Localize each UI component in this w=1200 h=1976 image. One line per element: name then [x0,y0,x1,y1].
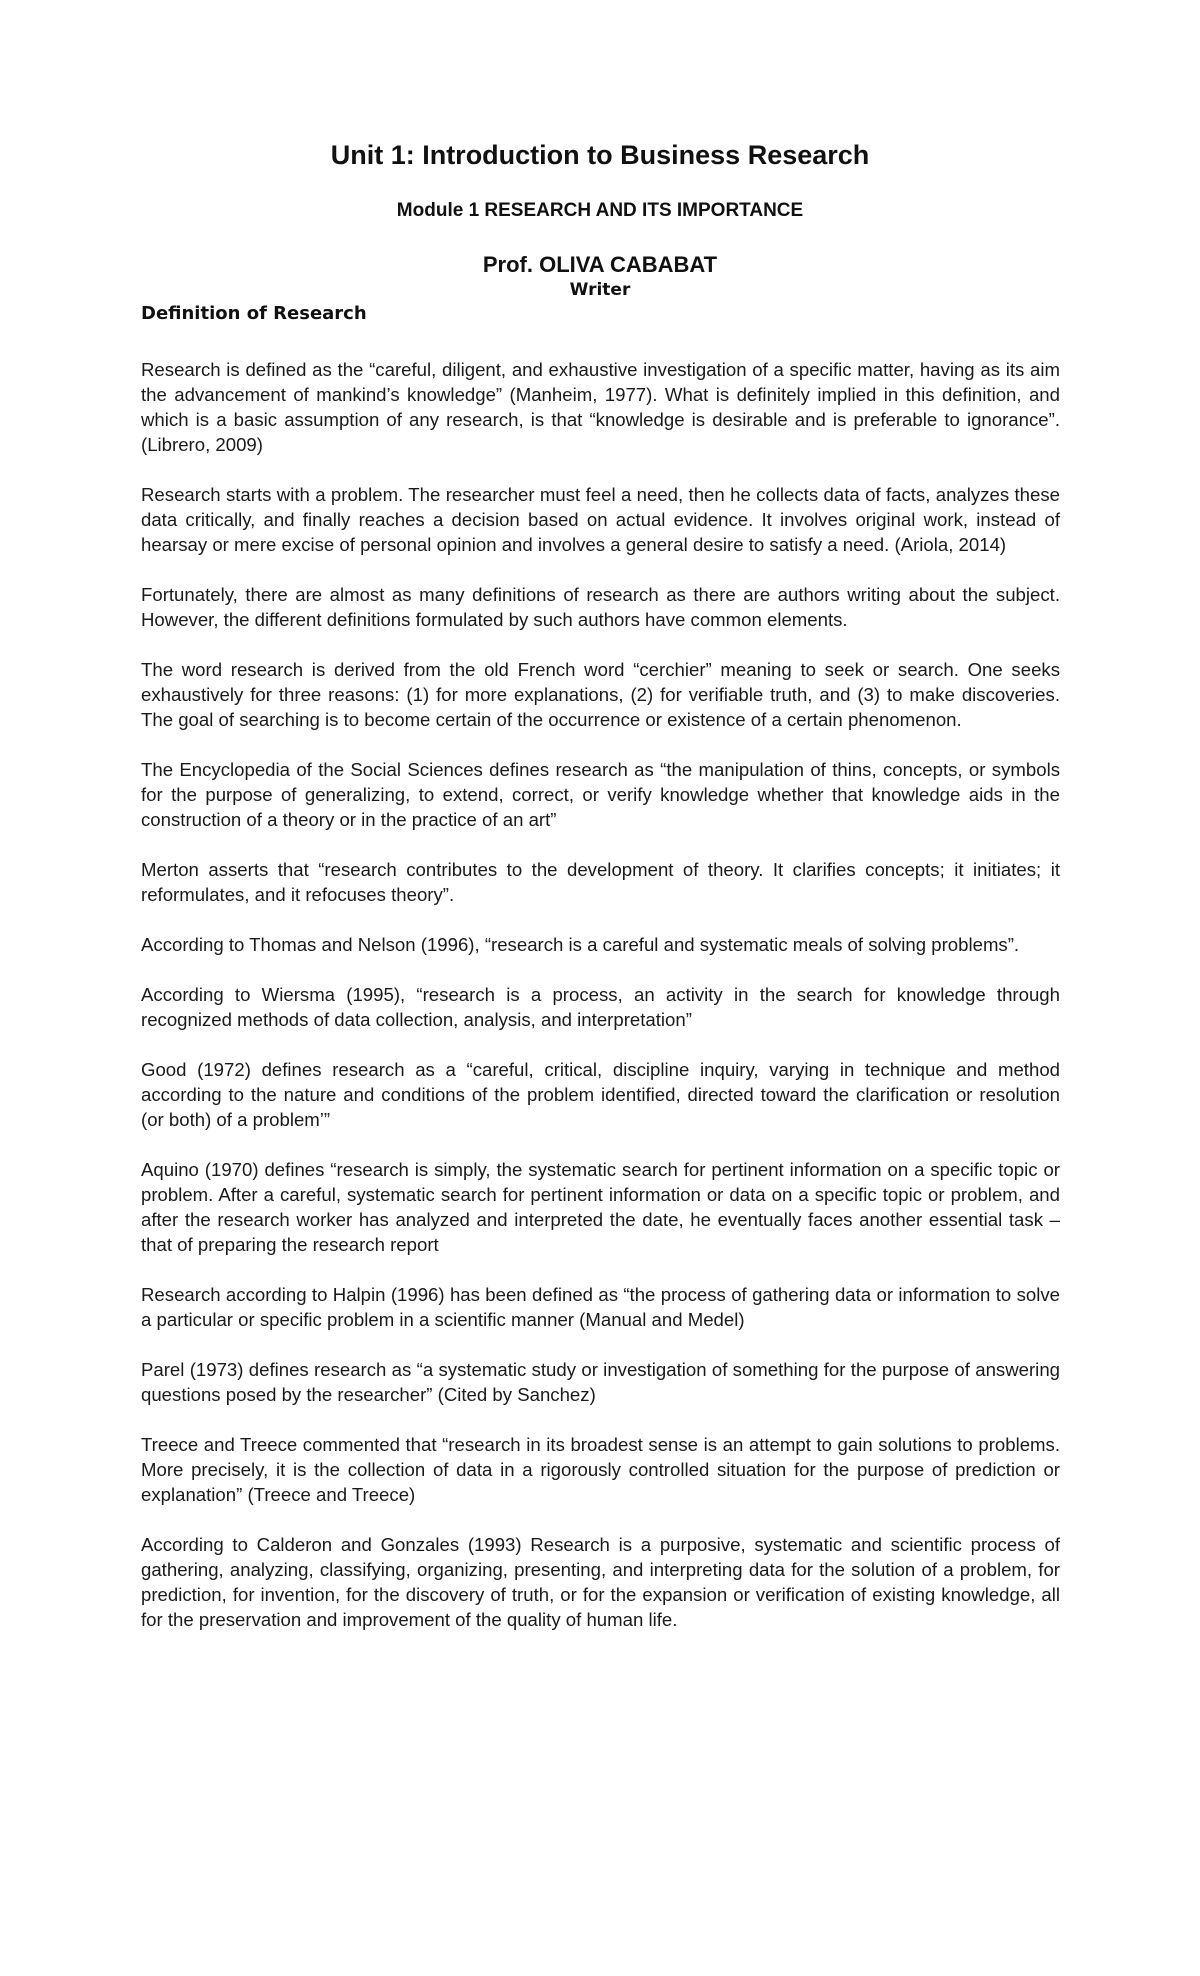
module-title: Module 1 RESEARCH AND ITS IMPORTANCE [396,200,804,221]
paragraph: Good (1972) defines research as a “careful, critical, discipline inquiry, varying in technique and method according to the nature and conditions of the problem identified, directed toward the clarification or resolution (or both) of a problem’” [141,1059,1060,1130]
author-name: Prof. OLIVA CABABAT [482,252,718,277]
paragraph: Aquino (1970) defines “research is simply, the systematic search for pertinent information on a specific topic or problem. After a careful, systematic search for pertinent information or data on a specific topic or problem, and after the research worker has analyzed and interpreted the date, he eventually faces another essential task – that of preparing the research report [141,1159,1060,1255]
body-text [141,357,1060,1657]
paragraph: Research is defined as the “careful, diligent, and exhaustive investigation of a specific matter, having as its aim the advancement of mankind’s knowledge” (Manheim, 1977). What is definitely implied in this definition, and which is a basic assumption of any research, is that “knowledge is desirable and is preferable to ignorance”. (Librero, 2009) [141,359,1060,455]
paragraph: The Encyclopedia of the Social Sciences defines research as “the manipulation of thins, concepts, or symbols for the purpose of generalizing, to extend, correct, or verify knowledge whether that knowledge aids in the construction of a theory or in the practice of an art” [141,759,1060,830]
author-role: Writer [569,280,631,300]
paragraph: Treece and Treece commented that “research in its broadest sense is an attempt to gain solutions to problems. More precisely, it is the collection of data in a rigorously controlled situation for the purpose of prediction or explanation” (Treece and Treece) [141,1434,1060,1505]
paragraph: Merton asserts that “research contributes to the development of theory. It clarifies concepts; it initiates; it reformulates, and it refocuses theory”. [141,859,1060,905]
paragraph: Research according to Halpin (1996) has been defined as “the process of gathering data or information to solve a particular or specific problem in a scientific manner (Manual and Medel) [141,1284,1060,1330]
paragraph: According to Thomas and Nelson (1996), “research is a careful and systematic meals of solving problems”. [141,934,1020,955]
paragraph: Research starts with a problem. The researcher must feel a need, then he collects data of facts, analyzes these data critically, and finally reaches a decision based on actual evidence. It involves original work, instead of hearsay or mere excise of personal opinion and involves a general desire to satisfy a need. (Ariola, 2014) [141,484,1060,555]
section-heading: Definition of Research [141,303,367,324]
paragraph: According to Calderon and Gonzales (1993) Research is a purposive, systematic and scientific process of gathering, analyzing, classifying, organizing, presenting, and interpreting data for the solution of a problem, for prediction, for invention, for the discovery of truth, or for the expansion or verification of existing knowledge, all for the preservation and improvement of the quality of human life. [141,1534,1060,1630]
paragraph: Parel (1973) defines research as “a systematic study or investigation of something for the purpose of answering questions posed by the researcher” (Cited by Sanchez) [141,1359,1060,1405]
unit-title: Unit 1: Introduction to Business Research [330,140,870,170]
paragraph: According to Wiersma (1995), “research is a process, an activity in the search for knowledge through recognized methods of data collection, analysis, and interpretation” [141,984,1060,1030]
paragraph: The word research is derived from the old French word “cerchier” meaning to seek or search. One seeks exhaustively for three reasons: (1) for more explanations, (2) for verifiable truth, and (3) to make discoveries. The goal of searching is to become certain of the occurrence or existence of a certain phenomenon. [141,659,1060,730]
paragraph: Fortunately, there are almost as many definitions of research as there are authors writing about the subject. However, the different definitions formulated by such authors have common elements. [141,584,1060,630]
